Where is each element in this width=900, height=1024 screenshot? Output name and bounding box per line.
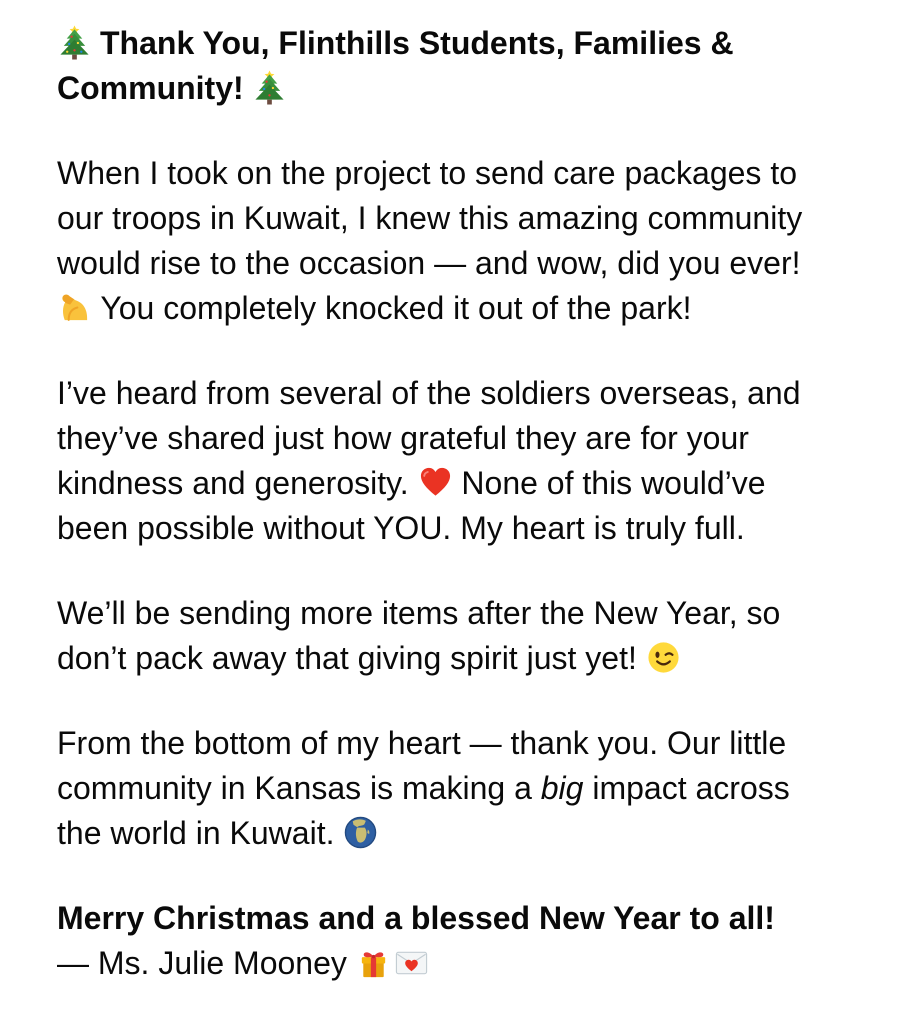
paragraph-text: From the bottom of my heart — thank you. Our little community in Kansas is making a: [57, 725, 787, 806]
christmas-tree-icon: [57, 25, 92, 60]
signature-text: — Ms. Julie Mooney: [57, 945, 356, 981]
emphasized-word: big: [540, 770, 584, 806]
christmas-tree-icon: [252, 70, 287, 105]
paragraph-text: None of this would’ve been possible without YOU. My heart is truly full.: [57, 465, 766, 546]
paragraph-text: We’ll be sending more items after the New Year, so don’t pack away that giving spirit just yet!: [57, 595, 781, 676]
love-letter-icon: [394, 945, 429, 980]
paragraph-text: You completely knocked it out of the park!: [92, 290, 692, 326]
paragraph-thank-you: [57, 721, 832, 856]
paragraph-care-packages: [57, 151, 832, 331]
paragraph-more-items: [57, 591, 832, 681]
paragraph-text: When I took on the project to send care packages to our troops in Kuwait, I knew this amazing community would rise to the occasion — and wow, did you ever!: [57, 155, 803, 281]
red-heart-icon: [418, 465, 453, 500]
announcement-heading: [57, 21, 832, 111]
gift-icon: [356, 945, 391, 980]
globe-icon: [343, 815, 378, 850]
paragraph-soldiers-gratitude: [57, 371, 832, 551]
closing-line: Merry Christmas and a blessed New Year to all!: [57, 900, 775, 936]
flexed-biceps-icon: [57, 290, 92, 325]
closing-block: [57, 896, 832, 986]
paragraph-text: I’ve heard from several of the soldiers overseas, and they’ve shared just how grateful they are for your kindness and generosity.: [57, 375, 801, 501]
paragraph-text: impact across the world in Kuwait.: [57, 770, 790, 851]
signature-line: [57, 941, 832, 986]
winking-face-icon: [646, 640, 681, 675]
heading-text: Thank You, Flinthills Students, Families & Community!: [57, 25, 734, 106]
